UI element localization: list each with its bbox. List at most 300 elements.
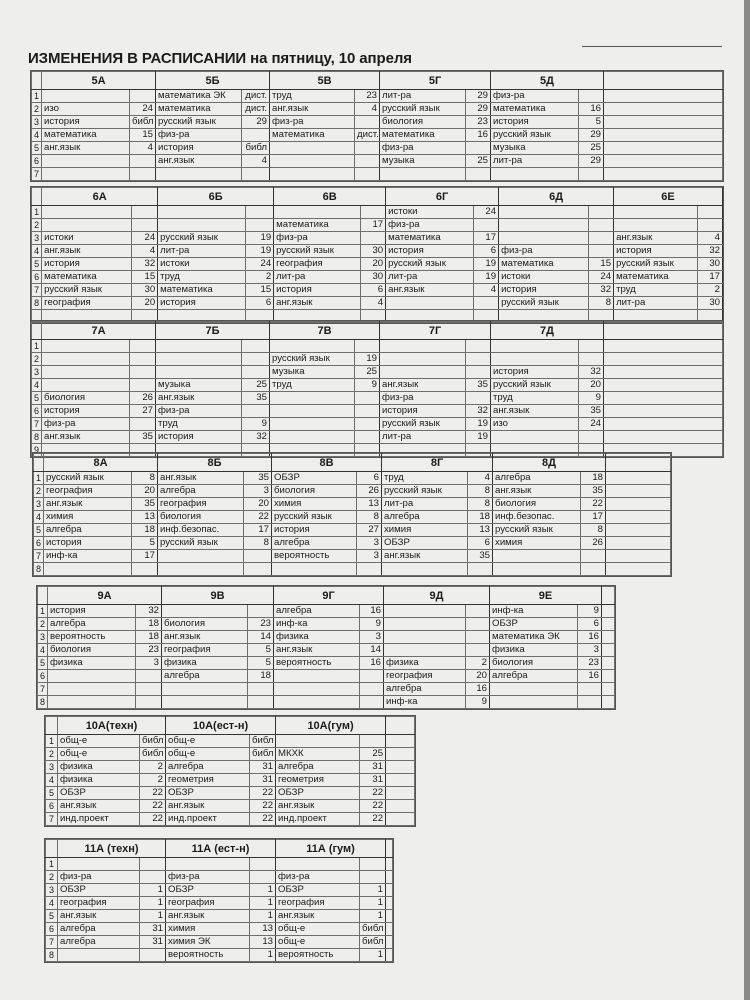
- table-row: [38, 696, 615, 709]
- room-cell: 22: [360, 787, 386, 800]
- room-cell: [360, 858, 386, 871]
- subject-cell: химия: [493, 537, 581, 550]
- room-cell: [248, 683, 274, 696]
- subject-cell: математика: [42, 129, 130, 142]
- subject-cell: [270, 392, 355, 405]
- table-body: [38, 587, 615, 709]
- room-cell: 35: [130, 431, 156, 444]
- room-cell: [360, 683, 384, 696]
- room-cell: [581, 550, 606, 563]
- subject-cell: русский язык: [386, 258, 474, 271]
- subject-cell: [270, 405, 355, 418]
- class-header: 8Д: [493, 454, 606, 472]
- subject-cell: [491, 168, 579, 181]
- room-cell: 3: [578, 644, 602, 657]
- lesson-number: 6: [46, 800, 58, 813]
- header-corner: [32, 322, 42, 340]
- room-cell: 13: [468, 524, 493, 537]
- lesson-number: 2: [32, 103, 42, 116]
- table-row: [34, 485, 671, 498]
- subject-cell: труд: [270, 379, 355, 392]
- room-cell: 18: [248, 670, 274, 683]
- subject-cell: инд.проект: [276, 813, 360, 826]
- subject-cell: [156, 340, 242, 353]
- room-cell: [466, 631, 490, 644]
- table-row: [32, 142, 723, 155]
- class-header: 7А: [42, 322, 156, 340]
- subject-cell: физика: [58, 761, 140, 774]
- room-cell: 5: [248, 657, 274, 670]
- table-row: [34, 537, 671, 550]
- blank-cell: [386, 936, 393, 949]
- blank-cell: [604, 418, 723, 431]
- subject-cell: изо: [491, 418, 579, 431]
- subject-cell: алгебра: [493, 472, 581, 485]
- subject-cell: анг.язык: [166, 800, 250, 813]
- subject-cell: лит-ра: [274, 271, 361, 284]
- lesson-number: 8: [38, 696, 48, 709]
- room-cell: [131, 219, 157, 232]
- blank-cell: [386, 897, 393, 910]
- room-cell: 1: [140, 897, 166, 910]
- lesson-number: 9: [32, 444, 42, 457]
- subject-cell: [384, 618, 466, 631]
- subject-cell: [42, 340, 130, 353]
- subject-cell: география: [158, 498, 244, 511]
- room-cell: [697, 219, 723, 232]
- subject-cell: истоки: [499, 271, 589, 284]
- room-cell: [136, 683, 162, 696]
- subject-cell: [270, 431, 355, 444]
- lesson-number: 4: [38, 644, 48, 657]
- subject-cell: ОБЗР: [58, 787, 140, 800]
- blank-cell: [386, 858, 393, 871]
- header-corner: [46, 840, 58, 858]
- room-cell: 20: [132, 485, 158, 498]
- class-header: 6Г: [386, 188, 499, 206]
- table-row: [32, 353, 723, 366]
- room-cell: 32: [242, 431, 270, 444]
- class-header: 10А(гум): [276, 717, 386, 735]
- subject-cell: [382, 563, 468, 576]
- room-cell: [466, 168, 491, 181]
- lesson-number: 8: [46, 949, 58, 962]
- room-cell: 18: [136, 618, 162, 631]
- subject-cell: математика: [158, 284, 246, 297]
- subject-cell: [42, 379, 130, 392]
- subject-cell: [166, 858, 250, 871]
- subject-cell: анг.язык: [614, 232, 697, 245]
- room-cell: библ: [130, 116, 156, 129]
- subject-cell: лит-ра: [158, 245, 246, 258]
- room-cell: 3: [360, 631, 384, 644]
- subject-cell: история: [614, 245, 697, 258]
- room-cell: [355, 155, 380, 168]
- blank-cell: [602, 670, 615, 683]
- blank-cell: [606, 524, 671, 537]
- room-cell: 29: [466, 103, 491, 116]
- table-body: [34, 454, 671, 576]
- room-cell: [131, 206, 157, 219]
- room-cell: библ: [242, 142, 270, 155]
- room-cell: [466, 142, 491, 155]
- subject-cell: анг.язык: [276, 910, 360, 923]
- subject-cell: [42, 168, 130, 181]
- table-row: [46, 761, 415, 774]
- subject-cell: русский язык: [614, 258, 697, 271]
- subject-cell: физ-ра: [491, 90, 579, 103]
- subject-cell: математика: [274, 219, 361, 232]
- subject-cell: история: [274, 284, 361, 297]
- subject-cell: алгебра: [274, 605, 360, 618]
- subject-cell: [42, 90, 130, 103]
- subject-cell: алгебра: [490, 670, 578, 683]
- subject-cell: математика: [386, 232, 474, 245]
- subject-cell: физ-ра: [380, 142, 466, 155]
- subject-cell: лит-ра: [382, 498, 468, 511]
- room-cell: [579, 431, 604, 444]
- room-cell: 5: [579, 116, 604, 129]
- subject-cell: [384, 631, 466, 644]
- subject-cell: физ-ра: [42, 418, 130, 431]
- room-cell: 18: [468, 511, 493, 524]
- subject-cell: русский язык: [382, 485, 468, 498]
- subject-cell: ОБЗР: [276, 884, 360, 897]
- subject-cell: анг.язык: [276, 800, 360, 813]
- class-header: 8Б: [158, 454, 272, 472]
- subject-cell: русский язык: [491, 129, 579, 142]
- class-header: 5Г: [380, 72, 491, 90]
- table-row: [38, 683, 615, 696]
- subject-cell: анг.язык: [42, 142, 130, 155]
- subject-cell: [270, 340, 355, 353]
- subject-cell: [42, 366, 130, 379]
- subject-cell: русский язык: [270, 353, 355, 366]
- class-header: 7Б: [156, 322, 270, 340]
- room-cell: 3: [357, 537, 382, 550]
- lesson-number: 3: [46, 884, 58, 897]
- subject-cell: [42, 219, 132, 232]
- room-cell: [245, 219, 273, 232]
- class-header: 8Г: [382, 454, 493, 472]
- room-cell: 8: [581, 524, 606, 537]
- room-cell: 15: [245, 284, 273, 297]
- room-cell: 1: [360, 884, 386, 897]
- room-cell: 23: [248, 618, 274, 631]
- room-cell: [244, 563, 272, 576]
- class-header: 11А (гум): [276, 840, 386, 858]
- blank-cell: [606, 563, 671, 576]
- room-cell: 22: [140, 787, 166, 800]
- section-grade-5: [30, 70, 724, 182]
- room-cell: 13: [357, 498, 382, 511]
- subject-cell: [276, 858, 360, 871]
- subject-cell: русский язык: [380, 418, 466, 431]
- subject-cell: геометрия: [276, 774, 360, 787]
- subject-cell: вероятность: [274, 657, 360, 670]
- room-cell: [355, 418, 380, 431]
- room-cell: 5: [248, 644, 274, 657]
- room-cell: [588, 232, 613, 245]
- room-cell: 31: [140, 936, 166, 949]
- subject-cell: физика: [48, 657, 136, 670]
- subject-cell: [162, 605, 248, 618]
- subject-cell: физ-ра: [58, 871, 140, 884]
- room-cell: 23: [136, 644, 162, 657]
- subject-cell: [48, 683, 136, 696]
- subject-cell: [491, 353, 579, 366]
- room-cell: [466, 392, 491, 405]
- header-corner: [46, 717, 58, 735]
- subject-cell: математика: [499, 258, 589, 271]
- subject-cell: история: [380, 405, 466, 418]
- lesson-number: 4: [46, 774, 58, 787]
- room-cell: [355, 405, 380, 418]
- table-row: [38, 605, 615, 618]
- room-cell: [578, 683, 602, 696]
- blank-header: [604, 72, 723, 90]
- room-cell: 25: [355, 366, 380, 379]
- room-cell: 31: [250, 761, 276, 774]
- subject-cell: геометрия: [166, 774, 250, 787]
- room-cell: библ: [360, 923, 386, 936]
- subject-cell: физ-ра: [166, 871, 250, 884]
- subject-cell: [42, 155, 130, 168]
- subject-cell: алгебра: [276, 761, 360, 774]
- table-row: [46, 949, 393, 962]
- subject-cell: химия: [272, 498, 357, 511]
- room-cell: [130, 353, 156, 366]
- room-cell: [588, 219, 613, 232]
- subject-cell: лит-ра: [614, 297, 697, 310]
- subject-cell: анг.язык: [162, 631, 248, 644]
- subject-cell: анг.язык: [166, 910, 250, 923]
- subject-cell: [380, 168, 466, 181]
- table-grade-9: [37, 586, 615, 709]
- subject-cell: [48, 696, 136, 709]
- subject-cell: [380, 340, 466, 353]
- room-cell: библ: [140, 735, 166, 748]
- lesson-number: 4: [32, 379, 42, 392]
- room-cell: 31: [360, 774, 386, 787]
- section-grade-10: [44, 715, 416, 827]
- subject-cell: алгебра: [58, 923, 140, 936]
- blank-cell: [602, 605, 615, 618]
- room-cell: [578, 696, 602, 709]
- room-cell: [466, 366, 491, 379]
- subject-cell: инд.проект: [58, 813, 140, 826]
- room-cell: [250, 871, 276, 884]
- blank-header: [386, 840, 393, 858]
- subject-cell: алгебра: [162, 670, 248, 683]
- lesson-number: 6: [46, 923, 58, 936]
- lesson-number: 3: [32, 232, 42, 245]
- room-cell: 14: [248, 631, 274, 644]
- subject-cell: химия ЭК: [166, 936, 250, 949]
- lesson-number: 8: [32, 297, 42, 310]
- subject-cell: география: [166, 897, 250, 910]
- blank-cell: [386, 923, 393, 936]
- subject-cell: истоки: [42, 232, 132, 245]
- lesson-number: 2: [32, 219, 42, 232]
- room-cell: 1: [250, 910, 276, 923]
- subject-cell: [384, 644, 466, 657]
- blank-cell: [602, 683, 615, 696]
- subject-cell: ОБЗР: [166, 787, 250, 800]
- table-row: [32, 418, 723, 431]
- room-cell: [468, 563, 493, 576]
- room-cell: 14: [360, 644, 384, 657]
- room-cell: 13: [132, 511, 158, 524]
- room-cell: [360, 232, 385, 245]
- room-cell: 22: [244, 511, 272, 524]
- table-row: [46, 897, 393, 910]
- lesson-number: 5: [38, 657, 48, 670]
- room-cell: 17: [473, 232, 498, 245]
- subject-cell: алгебра: [272, 537, 357, 550]
- table-row: [46, 858, 393, 871]
- subject-cell: математика: [491, 103, 579, 116]
- room-cell: 16: [466, 129, 491, 142]
- subject-cell: анг.язык: [274, 297, 361, 310]
- table-row: [32, 297, 723, 310]
- room-cell: [248, 605, 274, 618]
- table-row: [32, 245, 723, 258]
- room-cell: [130, 366, 156, 379]
- table-row: [34, 563, 671, 576]
- table-row: [46, 774, 415, 787]
- room-cell: 30: [131, 284, 157, 297]
- room-cell: [242, 129, 270, 142]
- subject-cell: математика: [380, 129, 466, 142]
- blank-cell: [604, 392, 723, 405]
- room-cell: 2: [697, 284, 723, 297]
- room-cell: [360, 206, 385, 219]
- room-cell: [581, 563, 606, 576]
- table-row: [46, 787, 415, 800]
- lesson-number: 2: [46, 871, 58, 884]
- subject-cell: химия: [382, 524, 468, 537]
- table-row: [46, 813, 415, 826]
- subject-cell: вероятность: [48, 631, 136, 644]
- room-cell: 15: [131, 271, 157, 284]
- table-row: [38, 631, 615, 644]
- lesson-number: 1: [32, 90, 42, 103]
- header-corner: [38, 587, 48, 605]
- room-cell: 6: [245, 297, 273, 310]
- subject-cell: [386, 297, 474, 310]
- room-cell: 2: [466, 657, 490, 670]
- subject-cell: [491, 431, 579, 444]
- room-cell: 9: [360, 618, 384, 631]
- room-cell: 6: [360, 284, 385, 297]
- room-cell: [360, 670, 384, 683]
- table-row: [46, 936, 393, 949]
- room-cell: 25: [360, 748, 386, 761]
- room-cell: 4: [473, 284, 498, 297]
- room-cell: 1: [250, 897, 276, 910]
- room-cell: 17: [581, 511, 606, 524]
- class-header: 5В: [270, 72, 380, 90]
- subject-cell: инф-ка: [384, 696, 466, 709]
- blank-cell: [604, 129, 723, 142]
- table-row: [38, 618, 615, 631]
- subject-cell: ОБЗР: [272, 472, 357, 485]
- room-cell: 19: [473, 271, 498, 284]
- table-row: [32, 116, 723, 129]
- room-cell: 1: [250, 949, 276, 962]
- table-row: [46, 884, 393, 897]
- room-cell: 22: [250, 800, 276, 813]
- subject-cell: русский язык: [156, 116, 242, 129]
- blank-cell: [604, 116, 723, 129]
- subject-cell: [499, 232, 589, 245]
- table-row: [32, 103, 723, 116]
- subject-cell: русский язык: [491, 379, 579, 392]
- subject-cell: вероятность: [272, 550, 357, 563]
- lesson-number: 1: [46, 735, 58, 748]
- room-cell: 22: [360, 800, 386, 813]
- room-cell: 9: [466, 696, 490, 709]
- lesson-number: 8: [32, 431, 42, 444]
- subject-cell: истоки: [158, 258, 246, 271]
- table-row: [38, 644, 615, 657]
- subject-cell: анг.язык: [380, 379, 466, 392]
- room-cell: 30: [697, 297, 723, 310]
- room-cell: [355, 392, 380, 405]
- table-row: [32, 284, 723, 297]
- class-header: 11А (ест-н): [166, 840, 276, 858]
- subject-cell: анг.язык: [386, 284, 474, 297]
- blank-cell: [604, 379, 723, 392]
- lesson-number: 5: [46, 910, 58, 923]
- subject-cell: история: [499, 284, 589, 297]
- lesson-number: 6: [32, 271, 42, 284]
- room-cell: 16: [466, 683, 490, 696]
- lesson-number: 1: [38, 605, 48, 618]
- blank-cell: [606, 485, 671, 498]
- room-cell: [355, 168, 380, 181]
- subject-cell: [384, 605, 466, 618]
- lesson-number: 6: [32, 155, 42, 168]
- subject-cell: физ-ра: [156, 129, 242, 142]
- room-cell: дист.: [242, 90, 270, 103]
- subject-cell: [270, 155, 355, 168]
- subject-cell: истоки: [386, 206, 474, 219]
- subject-cell: [270, 142, 355, 155]
- subject-cell: [158, 219, 246, 232]
- lesson-number: 1: [32, 340, 42, 353]
- subject-cell: [270, 168, 355, 181]
- lesson-number: 7: [32, 418, 42, 431]
- lesson-number: 1: [34, 472, 44, 485]
- class-header: 8А: [44, 454, 158, 472]
- room-cell: [697, 206, 723, 219]
- subject-cell: труд: [382, 472, 468, 485]
- subject-cell: анг.язык: [58, 910, 140, 923]
- header-corner: [34, 454, 44, 472]
- subject-cell: физика: [384, 657, 466, 670]
- subject-cell: МКХК: [276, 748, 360, 761]
- blank-cell: [604, 366, 723, 379]
- room-cell: 17: [697, 271, 723, 284]
- room-cell: 13: [250, 936, 276, 949]
- room-cell: 35: [242, 392, 270, 405]
- blank-cell: [606, 472, 671, 485]
- class-header: 6Б: [158, 188, 274, 206]
- subject-cell: [162, 683, 248, 696]
- table-row: [32, 379, 723, 392]
